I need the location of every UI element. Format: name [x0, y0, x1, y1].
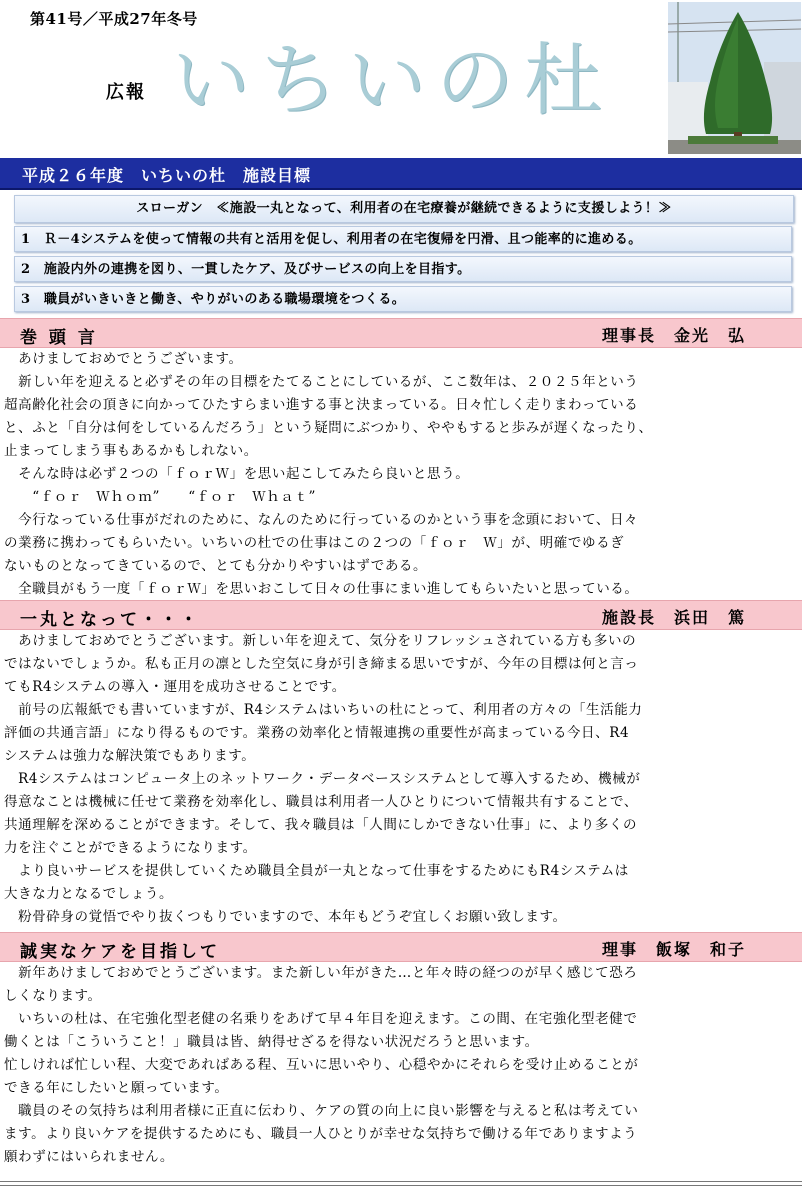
- text-line: システムは強力な解決策でもあります。: [4, 748, 256, 764]
- section-header-greeting: [0, 318, 802, 348]
- text-line: 超高齢化社会の頂きに向かってひたすらまい進する事と決まっている。日々忙しく走りまわっている: [4, 397, 639, 413]
- text-line: 共通理解を深めることができます。そして、我々職員は「人間にしかできない仕事」に、より多くの: [4, 817, 638, 833]
- text-line: R4システムはコンピュータ上のネットワーク・データベースシステムとして導入するため、機械が: [4, 771, 641, 787]
- text-line: ではないでしょうか。私も正月の凛とした空気に身が引き締まる思いですが、今年の目標は何と言っ: [4, 656, 639, 672]
- text-line: の業務に携わってもらいたい。いちいの杜での仕事はこの２つの「ｆｏｒ Ｗ」が、明確でゆるぎ: [4, 535, 625, 551]
- text-line: より良いサービスを提供していくため職員全員が一丸となって仕事をするためにもR4システムは: [4, 863, 629, 879]
- section-author: 理事長 金光 弘: [601, 326, 746, 345]
- slogan-box: スローガン ≪施設一丸となって、利用者の在宅療養が継続できるように支援しよう！≫: [14, 195, 794, 223]
- text-line: ないものとなってきているので、とても分かりやすいはずである。: [4, 558, 428, 574]
- section-title: 巻 頭 言: [20, 328, 98, 348]
- masthead-title: いちいの杜: [172, 36, 613, 126]
- koho-label: 広報: [106, 82, 146, 103]
- section-body-greeting: [4, 348, 796, 601]
- text-line: いちいの杜は、在宅強化型老健の名乗りをあげて早４年目を迎えます。この間、在宅強化型老健で: [4, 1011, 638, 1027]
- section-title: 一丸となって・・・: [20, 610, 200, 630]
- text-line: あけましておめでとうございます。新しい年を迎えて、気分をリフレッシュされている方も多いの: [4, 633, 637, 649]
- tree-photo: [668, 2, 801, 154]
- section-body-ichigan: [4, 630, 796, 929]
- text-line: あけましておめでとうございます。: [4, 351, 243, 367]
- issue-number: 第41号／平成27年冬号: [30, 10, 198, 28]
- text-line: 新年あけましておめでとうございます。また新しい年がきた…と年々時の経つのが早く感じて恐ろ: [4, 965, 638, 981]
- goal-item-1: 1 Ｒ－4システムを使って情報の共有と活用を促し、利用者の在宅復帰を円滑、且つ能率的に進める。: [14, 226, 792, 252]
- section-author: 施設長 浜田 篤: [601, 608, 746, 627]
- text-line: 働くとは「こういうこと！」職員は皆、納得せざるを得ない状況だろうと思います。: [4, 1034, 539, 1050]
- text-line: てもR4システムの導入・運用を成功させることです。: [4, 679, 346, 695]
- text-line: そんな時は必ず２つの「ｆｏｒＷ」を思い起こしてみたら良いと思う。: [4, 466, 470, 482]
- tree-photo-illustration: [668, 2, 801, 154]
- section-header-care: [0, 932, 802, 962]
- section-title: 誠実なケアを目指して: [20, 942, 220, 962]
- text-line: 止まってしまう事もあるかもしれない。: [4, 443, 258, 459]
- text-line: 粉骨砕身の覚悟でやり抜くつもりでいますので、本年もどうぞ宜しくお願い致します。: [4, 909, 567, 925]
- text-line: 力を注ぐことができるようになります。: [4, 840, 257, 856]
- bottom-rule: [0, 1181, 802, 1186]
- section-body-care: [4, 962, 796, 1169]
- goal-item-3: 3 職員がいきいきと働き、やりがいのある職場環境をつくる。: [14, 286, 792, 312]
- goals-area: [0, 190, 802, 318]
- text-line: と、ふと「自分は何をしているんだろう」という疑問にぶつかり、ややもすると歩みが遅くなったり、: [4, 420, 653, 436]
- text-line: 新しい年を迎えると必ずその年の目標をたてることにしているが、ここ数年は、２０２５年という: [4, 374, 639, 390]
- text-line: 今行なっている仕事がだれのために、なんのために行っているのかという事を念頭において、日々: [4, 512, 639, 528]
- text-line: 大きな力となるでしょう。: [4, 886, 174, 902]
- text-line: “ｆｏｒ Ｗｈｏｍ” “ｆｏｒ Ｗｈａｔ”: [4, 489, 317, 505]
- text-line: できる年にしたいと願っています。: [4, 1080, 229, 1096]
- text-line: 職員のその気持ちは利用者様に正直に伝わり、ケアの質の向上に良い影響を与えると私は考えてい: [4, 1103, 639, 1119]
- text-line: 評価の共通言語」になり得るものです。業務の効率化と情報連携の重要性が高まっている今日、R4: [4, 725, 630, 741]
- text-line: しくなります。: [4, 988, 102, 1004]
- text-line: 前号の広報紙でも書いていますが、R4システムはいちいの杜にとって、利用者の方々の「生活能力: [4, 702, 643, 718]
- text-line: 得意なことは機械に任せて業務を効率化し、職員は利用者一人ひとりについて情報共有することで、: [4, 794, 638, 810]
- text-line: 忙しければ忙しい程、大変であればある程、互いに思いやり、心穏やかにそれらを受け止めることが: [4, 1057, 639, 1073]
- text-line: 願わずにはいられません。: [4, 1149, 175, 1165]
- goals-title-bar: [0, 158, 802, 190]
- section-header-ichigan: [0, 600, 802, 630]
- section-author: 理事 飯塚 和子: [601, 940, 746, 959]
- goals-title: 平成２６年度 いちいの杜 施設目標: [22, 166, 312, 185]
- goal-item-2: 2 施設内外の連携を図り、一貫したケア、及びサービスの向上を目指す。: [14, 256, 792, 282]
- text-line: ます。より良いケアを提供するためにも、職員一人ひとりが幸せな気持ちで働ける年でありますよう: [4, 1126, 638, 1142]
- text-line: 全職員がもう一度「ｆｏｒＷ」を思いおこして日々の仕事にまい進してもらいたいと思っている。: [4, 581, 639, 597]
